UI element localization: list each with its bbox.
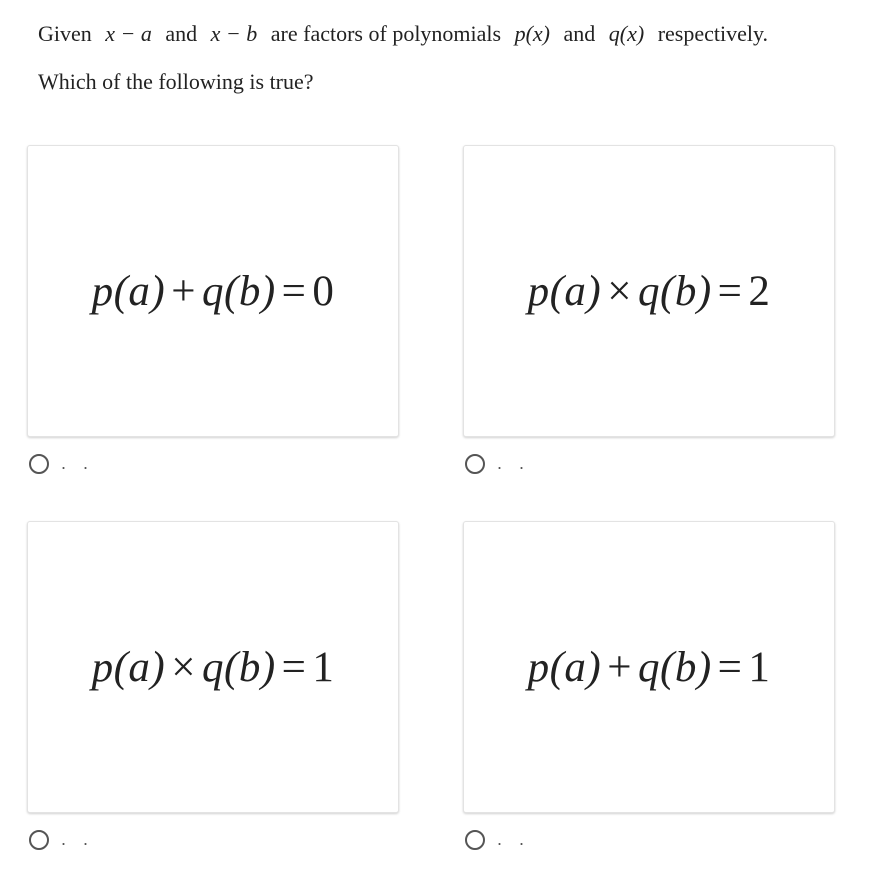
answer-card-d[interactable]: [463, 521, 835, 813]
radio-button-b[interactable]: [465, 454, 485, 474]
expr-left: p(a): [91, 267, 166, 315]
expr-equals: =: [281, 267, 307, 315]
answer-card-a[interactable]: [27, 145, 399, 437]
question-text-given: Given: [38, 21, 92, 46]
expr-right: q(b): [638, 267, 712, 315]
answer-card-c[interactable]: [27, 521, 399, 813]
expr-right: q(b): [202, 267, 276, 315]
question-line-1: [38, 22, 858, 46]
expr-left: p(a): [91, 643, 166, 691]
radio-label-c: . .: [61, 829, 95, 849]
answer-expression-b: [528, 267, 771, 316]
expr-operator: ×: [171, 643, 196, 691]
expr-left: p(a): [527, 267, 602, 315]
expr-value: 2: [748, 267, 771, 315]
expr-equals: =: [717, 643, 743, 691]
expr-value: 1: [748, 643, 771, 691]
expr-equals: =: [281, 643, 307, 691]
question-text-and: and: [165, 21, 198, 46]
question-text: [38, 22, 858, 94]
answer-radio-row-b[interactable]: [465, 453, 530, 474]
radio-button-c[interactable]: [29, 830, 49, 850]
answer-option-a: [27, 145, 399, 473]
expr-operator: +: [171, 267, 196, 315]
answer-card-b[interactable]: [463, 145, 835, 437]
radio-label-d: . .: [497, 829, 531, 849]
expr-left: p(a): [527, 643, 602, 691]
expr-operator: +: [607, 643, 632, 691]
question-text-factors: are factors of polynomials: [270, 21, 502, 46]
expr-right: q(b): [202, 643, 276, 691]
answer-expression-c: [92, 643, 335, 692]
question-line-2: Which of the following is true?: [38, 69, 314, 94]
question-text-respectively: respectively.: [657, 21, 769, 46]
expr-equals: =: [717, 267, 743, 315]
math-x-minus-a: x − a: [105, 21, 152, 46]
answer-radio-row-a[interactable]: [29, 453, 94, 474]
answer-radio-row-c[interactable]: [29, 829, 94, 850]
answer-option-d: [463, 521, 835, 849]
math-q-of-x: q(x): [608, 21, 645, 46]
question-text-and-2: and: [563, 21, 596, 46]
radio-label-b: . .: [497, 453, 531, 473]
expr-value: 0: [312, 267, 335, 315]
expr-right: q(b): [638, 643, 712, 691]
radio-button-a[interactable]: [29, 454, 49, 474]
radio-label-a: . .: [61, 453, 95, 473]
answer-expression-d: [528, 643, 771, 692]
answer-expression-a: [92, 267, 335, 316]
answer-radio-row-d[interactable]: [465, 829, 530, 850]
math-p-of-x: p(x): [514, 21, 551, 46]
math-x-minus-b: x − b: [210, 21, 258, 46]
radio-button-d[interactable]: [465, 830, 485, 850]
answer-option-b: [463, 145, 835, 473]
expr-operator: ×: [607, 267, 632, 315]
answer-option-c: [27, 521, 399, 849]
expr-value: 1: [312, 643, 335, 691]
